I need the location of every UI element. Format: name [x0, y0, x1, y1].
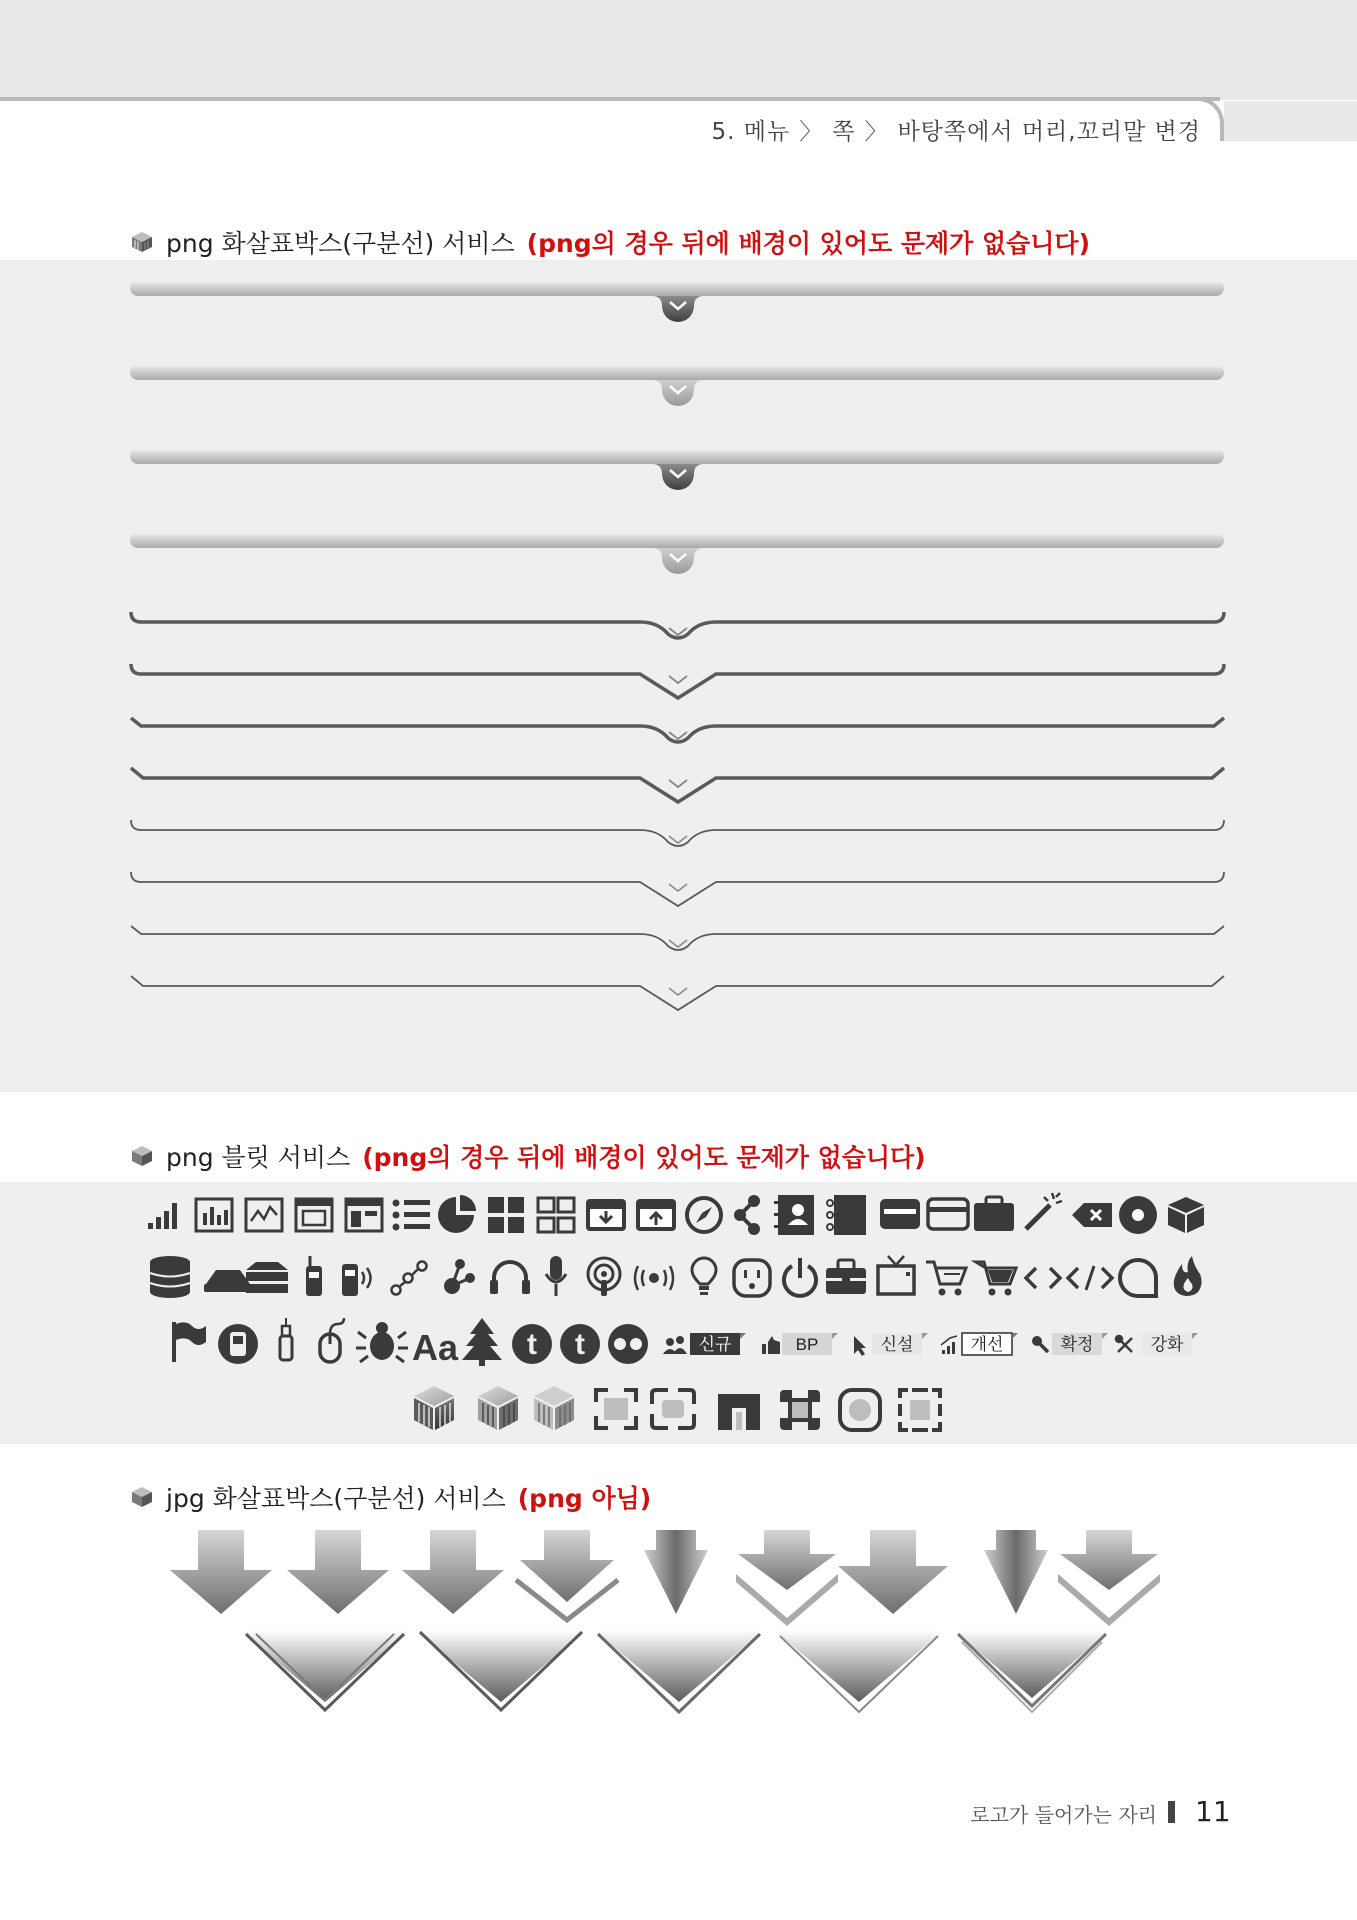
database-icon — [150, 1256, 190, 1298]
down-arrow-wide-icon — [838, 1530, 948, 1614]
header-rule — [0, 97, 1220, 101]
chevron-down-layered-icon — [594, 1630, 764, 1712]
header-band — [0, 0, 1357, 100]
corner-bracket-icon — [718, 1394, 760, 1430]
footer — [0, 1795, 1357, 1829]
tag-new — [663, 1333, 746, 1355]
grid-icon — [488, 1197, 524, 1233]
toolbox-icon — [826, 1260, 866, 1294]
download-box-icon — [586, 1199, 626, 1231]
frame-square-icon — [596, 1390, 636, 1428]
cube-icon — [130, 1144, 154, 1168]
frame-dashed-icon — [900, 1390, 940, 1430]
credit-card-icon — [928, 1199, 968, 1229]
podcast-icon — [588, 1258, 620, 1296]
down-arrow-icon — [170, 1530, 272, 1614]
jpg-arrow-gallery — [0, 1530, 1357, 1720]
section-title-jpg-arrows — [130, 1479, 651, 1515]
chevron-down-layered-icon — [954, 1630, 1110, 1712]
window-icon — [296, 1199, 332, 1231]
tag-label: 확정 — [1060, 1335, 1094, 1354]
users-icon — [663, 1336, 687, 1354]
section-note: (png의 경우 뒤에 배경이 있어도 문제가 없습니다) — [526, 229, 1091, 258]
breadcrumb-item: 5. 메뉴 — [711, 119, 791, 145]
down-arrow-icon — [402, 1530, 504, 1614]
line-divider — [131, 664, 1224, 698]
flickr-icon — [608, 1324, 648, 1364]
tag-reinforced — [1116, 1333, 1198, 1355]
lightbulb-icon — [692, 1258, 716, 1295]
broadcast-icon — [635, 1266, 673, 1290]
bullet-row-2 — [0, 1248, 1357, 1308]
header-tab — [1224, 101, 1357, 141]
tree-icon — [462, 1318, 502, 1366]
card-icon — [880, 1199, 920, 1229]
embossed-divider — [130, 532, 1224, 574]
bug-icon — [356, 1322, 408, 1362]
bullet-row-3 — [0, 1312, 1357, 1376]
list-icon — [393, 1200, 431, 1231]
cursor-icon — [854, 1336, 866, 1356]
molecule-icon — [444, 1259, 475, 1294]
line-divider — [131, 612, 1224, 638]
chevron-down-layered-icon — [240, 1630, 410, 1710]
line-chart-icon — [246, 1199, 282, 1231]
chevron-down-layered-icon — [416, 1630, 586, 1710]
tag-confirmed — [1032, 1333, 1108, 1355]
down-arrow-layered-icon — [1058, 1530, 1160, 1626]
code-icon — [1026, 1268, 1060, 1288]
network-nodes-icon — [392, 1262, 427, 1295]
cart-outline-icon — [926, 1262, 966, 1296]
section-title-arrow-dividers — [130, 224, 1090, 260]
section-title-bullets — [130, 1138, 926, 1174]
record-icon — [1119, 1196, 1157, 1234]
compass-icon — [687, 1198, 721, 1232]
layout-icon — [346, 1199, 382, 1231]
stripe-cube-light-icon — [478, 1386, 518, 1430]
share-icon — [734, 1195, 760, 1235]
svg-text:t: t — [527, 1328, 537, 1361]
frame-rounded-icon — [652, 1390, 694, 1428]
down-arrow-layered-icon — [736, 1530, 838, 1626]
svg-text:t: t — [575, 1328, 585, 1361]
usb-stick-icon — [280, 1318, 292, 1360]
cart-icon — [976, 1262, 1016, 1296]
tag-label: 신규 — [698, 1335, 732, 1354]
upload-box-icon — [636, 1199, 676, 1231]
tumblr-icon — [512, 1324, 552, 1364]
font-aa-icon: Aa — [412, 1327, 459, 1368]
tag-improved — [941, 1333, 1018, 1355]
block-arrow-row — [170, 1530, 1160, 1626]
breadcrumb-item: 바탕쪽에서 머리,꼬리말 변경 — [897, 119, 1201, 145]
embossed-divider — [130, 448, 1224, 490]
tag-label: 개선 — [970, 1335, 1004, 1354]
mobile-circle-icon — [218, 1324, 258, 1364]
server-icon — [246, 1262, 288, 1293]
frame-plus-icon — [780, 1390, 820, 1430]
breadcrumb-item: 쪽 — [832, 119, 856, 145]
flag-icon — [172, 1322, 206, 1362]
walkie-talkie-icon — [306, 1256, 322, 1296]
tag-bp — [762, 1333, 838, 1355]
bar-chart-icon — [196, 1199, 232, 1231]
pie-chart-icon — [438, 1195, 476, 1233]
twitter-icon — [560, 1324, 600, 1364]
thin-line-divider — [131, 820, 1224, 846]
breadcrumb-separator: 〉 — [864, 119, 889, 145]
down-arrow-narrow-icon — [984, 1530, 1048, 1614]
backspace-icon — [1072, 1203, 1112, 1227]
frame-circle-icon — [840, 1390, 880, 1430]
thin-line-divider — [131, 926, 1224, 950]
tag-label: 신설 — [880, 1335, 914, 1354]
tools-icon — [1116, 1336, 1132, 1352]
tv-icon — [878, 1256, 914, 1294]
stripe-cube-pale-icon — [534, 1386, 574, 1430]
growth-chart-icon — [941, 1336, 957, 1354]
down-arrow-narrow-icon — [644, 1530, 708, 1614]
cube-icon — [130, 230, 154, 254]
html-tag-icon — [1068, 1266, 1112, 1290]
breadcrumb-separator: 〉 — [799, 119, 824, 145]
microphone-icon — [546, 1256, 566, 1296]
section-title-text: png 화살표박스(구분선) 서비스 — [166, 229, 515, 258]
logo-placeholder-text: 로고가 들어가는 자리 — [970, 1803, 1157, 1827]
mouse-icon — [320, 1318, 344, 1362]
fire-icon — [1174, 1256, 1202, 1296]
wrench-icon — [1032, 1336, 1048, 1352]
chevron-down-layered-icon — [774, 1630, 944, 1712]
thumb-up-icon — [762, 1336, 780, 1354]
line-divider — [131, 718, 1224, 742]
thin-line-divider — [131, 976, 1224, 1010]
line-divider — [131, 768, 1224, 802]
footer-divider-bar — [1168, 1801, 1175, 1823]
embossed-divider — [130, 364, 1224, 406]
section-title-text: jpg 화살표박스(구분선) 서비스 — [166, 1484, 506, 1513]
section-title-text: png 블릿 서비스 — [166, 1143, 351, 1172]
chevron-row — [240, 1630, 1110, 1712]
signal-bars-icon — [148, 1203, 177, 1229]
section-note: (png 아님) — [517, 1484, 652, 1513]
embossed-divider — [130, 280, 1224, 322]
tag-label: BP — [795, 1335, 819, 1354]
tag-established — [854, 1333, 928, 1356]
contacts-book-icon — [774, 1195, 814, 1235]
divider-gallery — [0, 262, 1357, 1092]
power-icon — [784, 1258, 816, 1296]
down-arrow-icon — [287, 1530, 389, 1614]
headphones-icon — [490, 1262, 530, 1294]
down-arrow-layered-icon — [516, 1530, 618, 1620]
briefcase-icon — [974, 1197, 1014, 1231]
drive-icon — [204, 1270, 252, 1292]
grid-outline-icon — [538, 1198, 574, 1232]
chat-bubble-icon — [1120, 1260, 1156, 1296]
breadcrumb — [712, 113, 1201, 146]
magic-wand-icon — [1026, 1193, 1062, 1229]
stripe-cube-icon — [414, 1386, 454, 1430]
outlet-icon — [734, 1260, 770, 1296]
bullet-row-4 — [0, 1376, 1357, 1440]
phone-signal-icon — [342, 1264, 371, 1296]
thin-line-divider — [131, 872, 1224, 906]
cube-icon — [130, 1485, 154, 1509]
page-number: 11 — [1195, 1795, 1231, 1828]
box-3d-icon — [1168, 1197, 1204, 1233]
tag-label: 강화 — [1150, 1335, 1184, 1354]
notebook-icon — [827, 1195, 866, 1235]
bullet-row-1 — [0, 1185, 1357, 1245]
section-note: (png의 경우 뒤에 배경이 있어도 문제가 없습니다) — [362, 1143, 926, 1172]
